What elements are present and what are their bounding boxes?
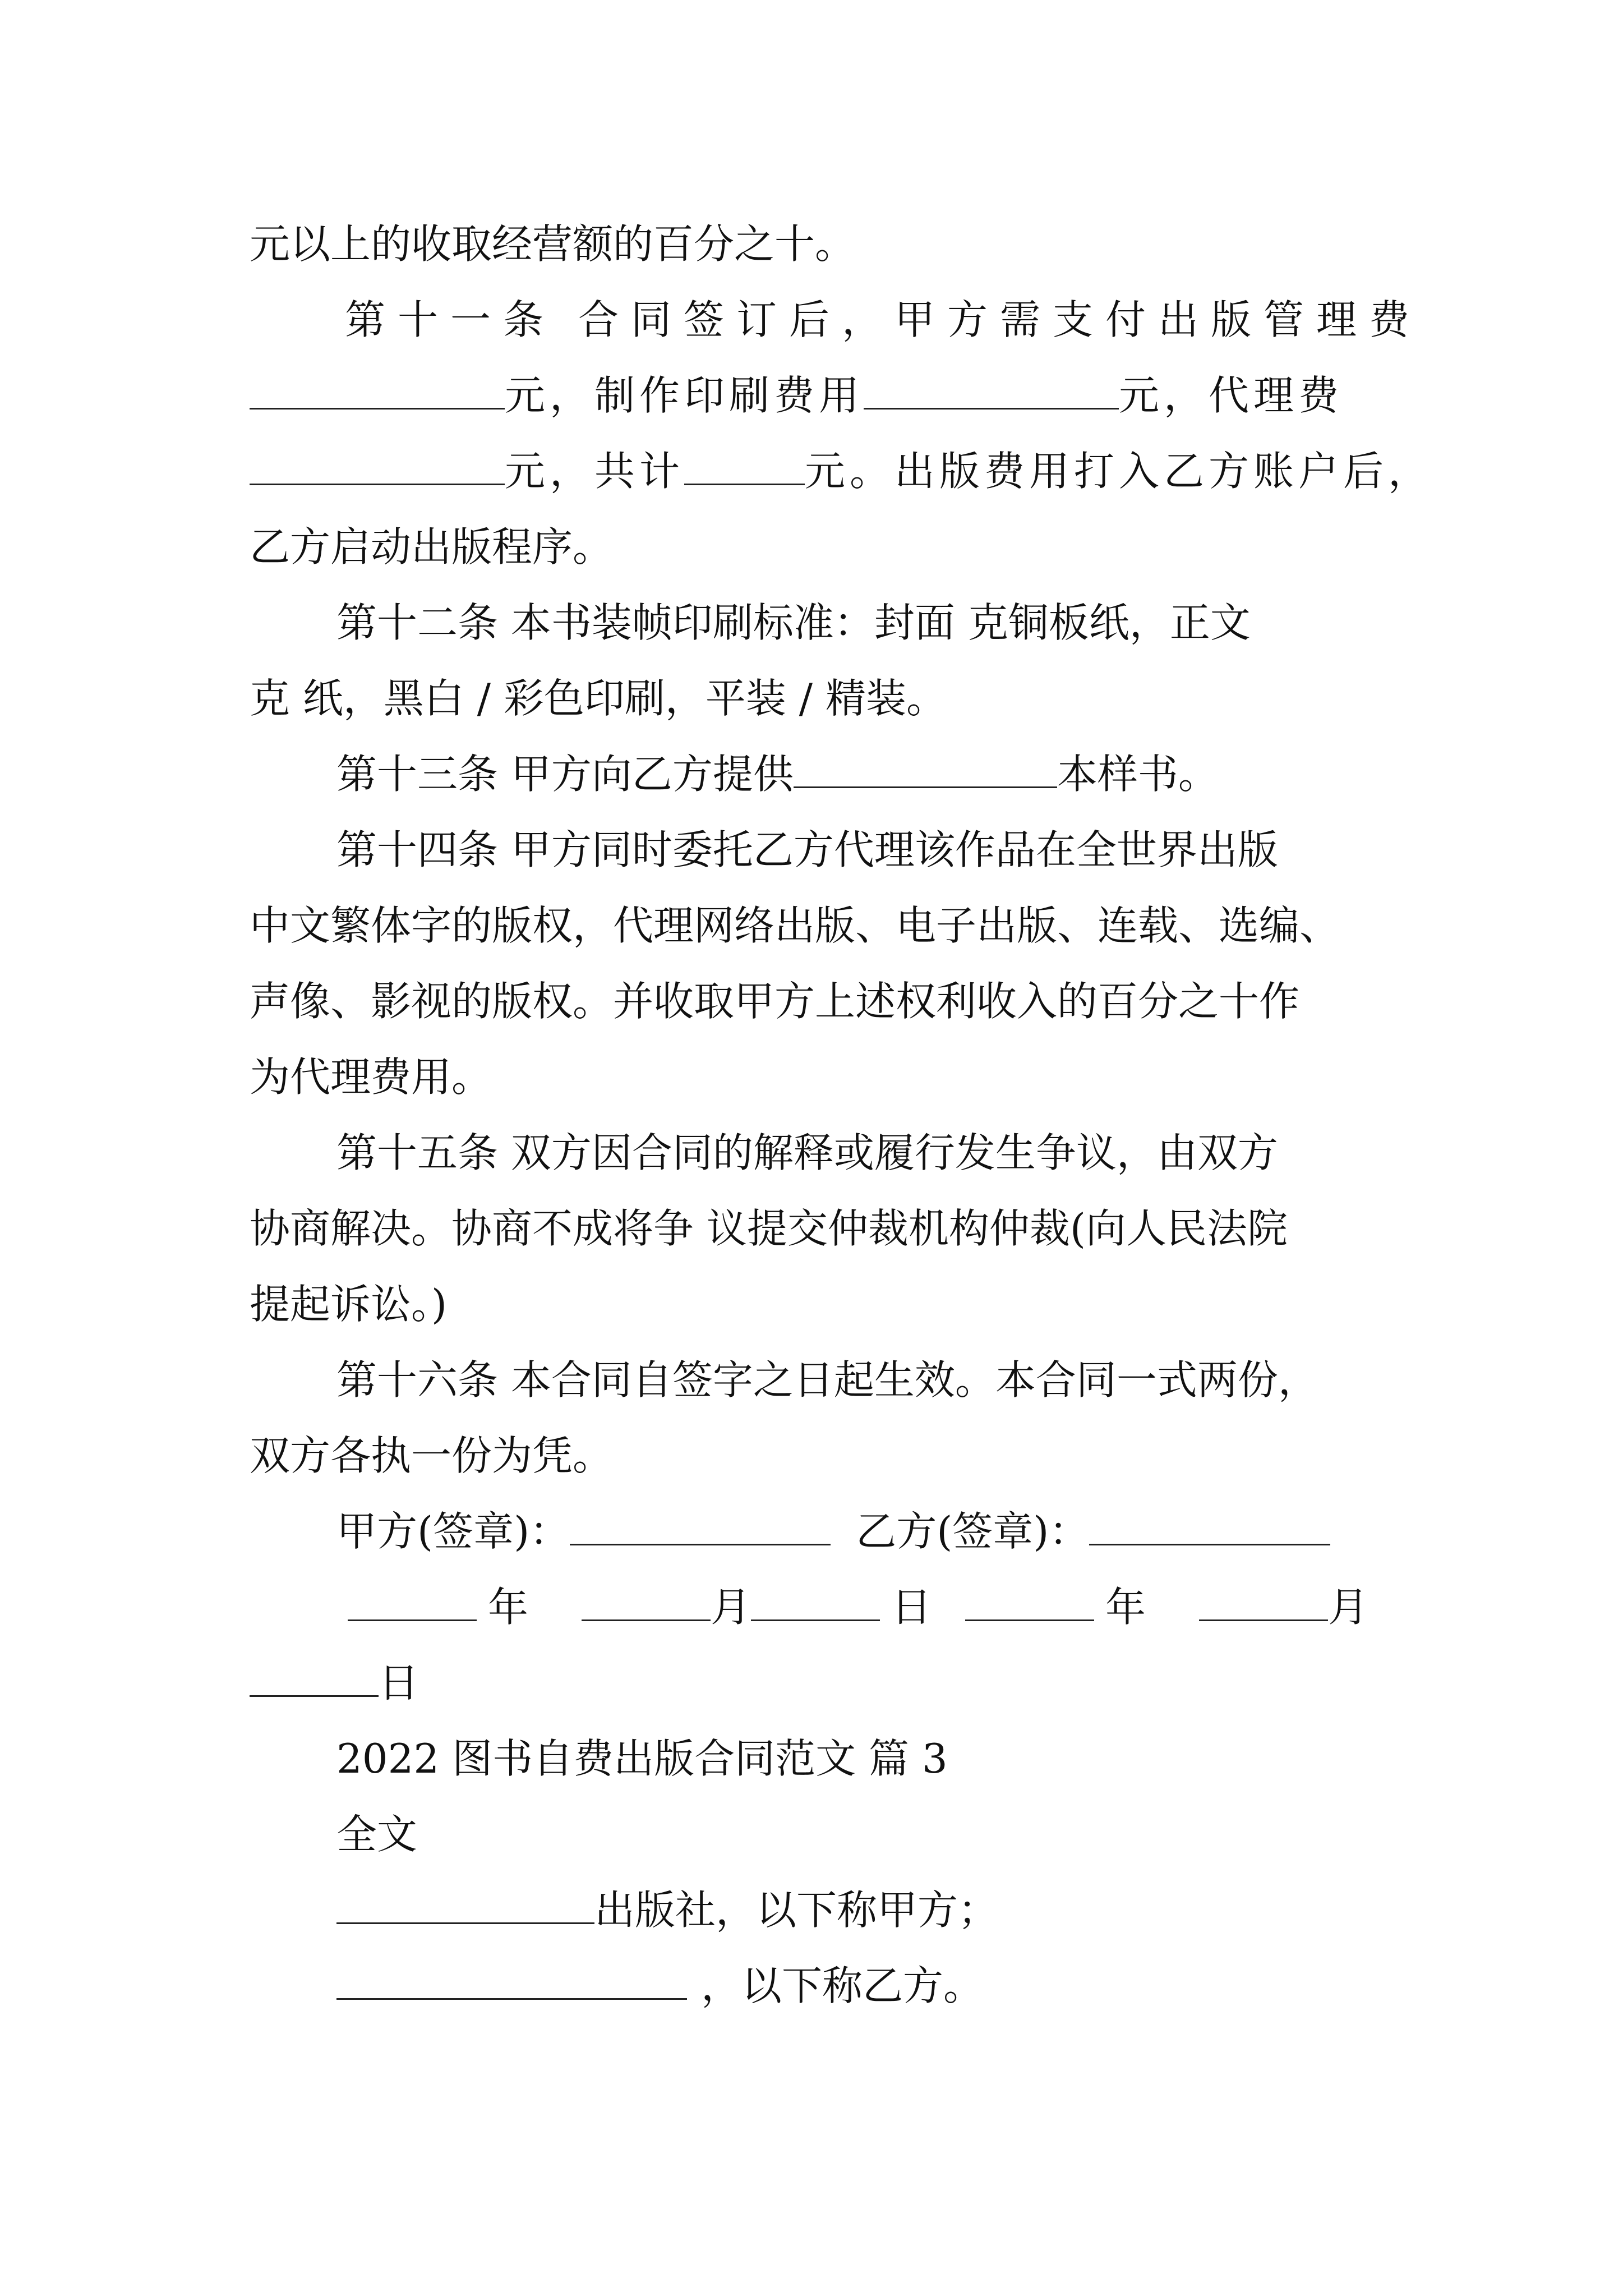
- month-label: 月: [1328, 1584, 1369, 1631]
- article-11-text-c: 乙方启动出版程序。: [250, 523, 614, 570]
- year-blank: [348, 1586, 477, 1621]
- total-label: 共计: [594, 448, 685, 495]
- article-13-text: 第十三条 甲方向乙方提供: [336, 751, 794, 798]
- article-15-line-2: [250, 1200, 1288, 1257]
- article-12-line-2: [250, 670, 947, 726]
- day-blank: [751, 1586, 880, 1621]
- full-text-label-text: 全文: [336, 1811, 418, 1858]
- article-12-text: 克 纸，黑白 / 彩色印刷，平装 / 精装。: [250, 675, 947, 722]
- article-16-text: 第十六条 本合同自签字之日起生效。本合同一式两份，: [336, 1356, 1318, 1404]
- article-11-line-2: [250, 367, 1343, 424]
- article-15-text: 提起诉讼。): [250, 1281, 448, 1328]
- article-15-line-3: [250, 1276, 447, 1332]
- date-line-2: [250, 1655, 419, 1711]
- article-11-line-4: [250, 519, 613, 575]
- article-14-line-2: [250, 898, 1340, 954]
- party-a-line-text: 出版社，以下称甲方；: [594, 1887, 999, 1934]
- unit-yuan: 元，: [1119, 372, 1209, 419]
- article-11-line-3: [250, 443, 1433, 499]
- management-fee-blank: [250, 374, 505, 409]
- article-15-text: 协商解决。协商不成将争 议提交仲裁机构仲裁(向人民法院: [250, 1205, 1288, 1252]
- article-12-line-1: [336, 595, 1251, 651]
- section-title-text: 2022 图书自费出版合同范文 篇 3: [336, 1735, 948, 1782]
- author-name-blank: [336, 1964, 687, 2000]
- party-b-signature-blank: [1089, 1510, 1330, 1545]
- article-14-text: 第十四条 甲方同时委托乙方代理该作品在全世界出版: [336, 826, 1278, 873]
- section-title: [336, 1731, 948, 1787]
- article-11-title: 第十一条: [345, 296, 556, 343]
- article-16-line-1: [336, 1352, 1318, 1408]
- full-text-label: [336, 1806, 417, 1862]
- print-fee-label: 制作印刷费用: [594, 372, 864, 419]
- year-label: 年: [488, 1584, 529, 1631]
- article-11-text: 合同签订后，甲方需支付出版管理费: [578, 296, 1422, 343]
- agent-fee-blank: [250, 450, 505, 485]
- day-label: 日: [891, 1584, 932, 1631]
- day-blank: [250, 1662, 379, 1697]
- month-label: 月: [711, 1584, 751, 1631]
- article-11-text-b: 元。出版费用打入乙方账户后，: [805, 448, 1433, 495]
- article-12-text: 第十二条 本书装帧印刷标准：封面 克铜板纸，正文: [336, 599, 1251, 646]
- print-fee-blank: [864, 374, 1119, 409]
- article-11-line-1: [345, 292, 1422, 348]
- month-blank: [582, 1586, 711, 1621]
- party-b-signature-label: 乙方(签章)：: [856, 1508, 1090, 1555]
- party-a-line: [336, 1882, 998, 1938]
- unit-yuan: 元，: [505, 448, 595, 495]
- month-blank: [1199, 1586, 1328, 1621]
- year-label: 年: [1105, 1584, 1146, 1631]
- date-line: [348, 1579, 1368, 1635]
- article-15-line-1: [336, 1125, 1278, 1181]
- agent-fee-label: 代理费: [1209, 372, 1344, 419]
- article-13-text-b: 本样书。: [1057, 751, 1219, 798]
- publisher-name-blank: [336, 1889, 594, 1924]
- year-blank: [965, 1586, 1094, 1621]
- article-14-text: 中文繁体字的版权，代理网络出版、电子出版、连载、选编、: [250, 902, 1340, 949]
- article-14-line-3: [250, 973, 1299, 1029]
- total-blank: [684, 450, 805, 485]
- sample-books-blank: [794, 753, 1057, 788]
- article-16-line-2: [250, 1428, 613, 1484]
- article-14-text: 为代理费用。: [250, 1053, 492, 1101]
- article-13-line: [336, 746, 1219, 802]
- party-b-line-text: ，以下称乙方。: [701, 1962, 984, 2009]
- article-14-line-1: [336, 822, 1278, 878]
- unit-yuan: 元，: [505, 372, 595, 419]
- text-continued-article-10: 元以上的收取经营额的百分之十。: [250, 220, 856, 268]
- article-14-line-4: [250, 1049, 492, 1105]
- party-b-line: [336, 1958, 984, 2014]
- party-a-signature-label: 甲方(签章)：: [336, 1508, 570, 1555]
- article-14-text: 声像、影视的版权。并收取甲方上述权利收入的百分之十作: [250, 978, 1300, 1025]
- paragraph-line: [250, 216, 855, 272]
- party-a-signature-blank: [570, 1510, 831, 1545]
- signature-line: [336, 1503, 1330, 1559]
- article-15-text: 第十五条 双方因合同的解释或履行发生争议，由双方: [336, 1129, 1278, 1176]
- day-label: 日: [379, 1659, 419, 1706]
- article-16-text: 双方各执一份为凭。: [250, 1432, 614, 1479]
